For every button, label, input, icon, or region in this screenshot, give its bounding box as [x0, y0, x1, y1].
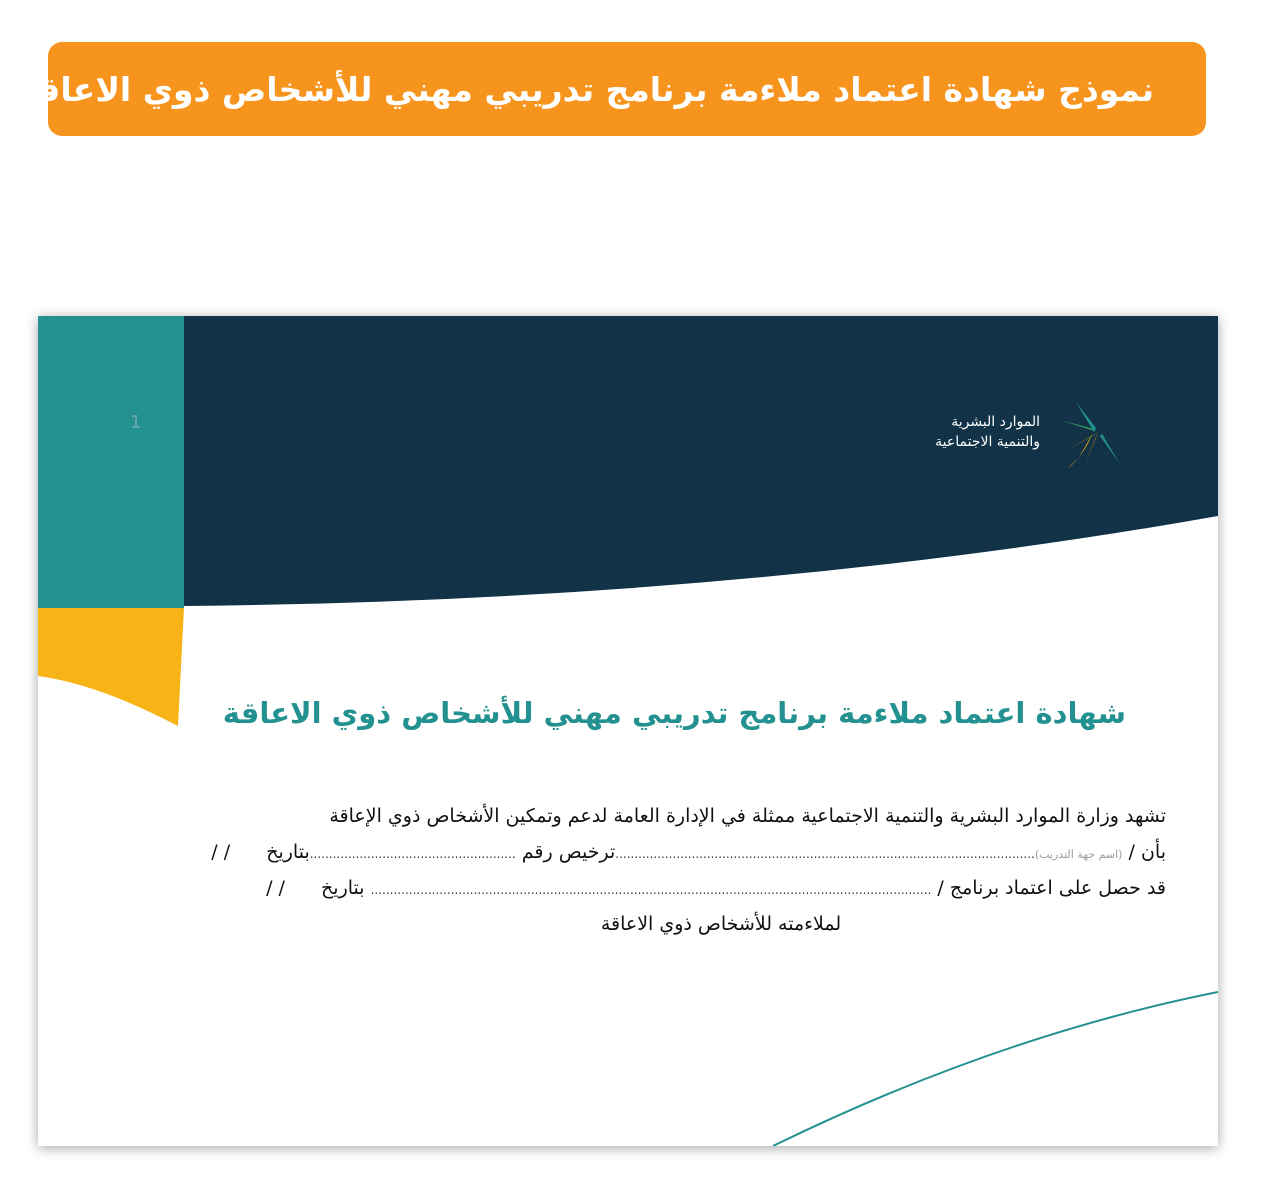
body-line-1: تشهد وزارة الموارد البشرية والتنمية الاجتماعية ممثلة في الإدارة العامة لدعم وتمكين الأشخاص ذوي الإعاقة	[329, 805, 1166, 827]
certificate-preview	[38, 316, 1218, 1146]
header-banner	[18, 42, 1206, 136]
body-line-3	[66, 870, 1166, 906]
body-line-2	[66, 834, 1166, 870]
license-label: ترخيص رقم	[521, 841, 616, 863]
teal-strip	[38, 316, 184, 608]
yellow-ribbon	[38, 608, 184, 726]
recipient-prefix: بأن /	[1128, 841, 1166, 863]
training-entity-placeholder: (اسم جهة التدريب)	[1034, 848, 1123, 861]
certificate-title: شهادة اعتماد ملاءمة برنامج تدريبي مهني للأشخاص ذوي الاعاقة	[222, 696, 1126, 730]
license-date-label: بتاريخ	[266, 841, 310, 863]
program-date-slashes: / /	[266, 877, 285, 899]
logo-line-1: الموارد البشرية	[951, 414, 1040, 430]
license-number-dots: ......................................................	[309, 847, 516, 861]
page-number-mark: 1	[130, 412, 142, 433]
program-date-label: بتاريخ	[321, 877, 365, 899]
program-prefix: قد حصل على اعتماد برنامج /	[937, 877, 1166, 899]
training-entity-dots: ..............................................................................................................	[615, 847, 1035, 861]
teal-arc-line	[773, 992, 1218, 1146]
certificate-body	[66, 798, 1166, 942]
license-date-slashes: / /	[211, 841, 231, 863]
body-line-4: لملاءمته للأشخاص ذوي الاعاقة	[600, 913, 842, 935]
banner-title: نموذج شهادة اعتماد ملاءمة برنامج تدريبي مهني للأشخاص ذوي الاعاقة	[18, 69, 1154, 109]
logo-line-2: والتنمية الاجتماعية	[935, 434, 1040, 450]
ministry-logo-text	[935, 412, 1040, 452]
program-name-dots: ...................................................................................................................................................	[370, 883, 932, 897]
